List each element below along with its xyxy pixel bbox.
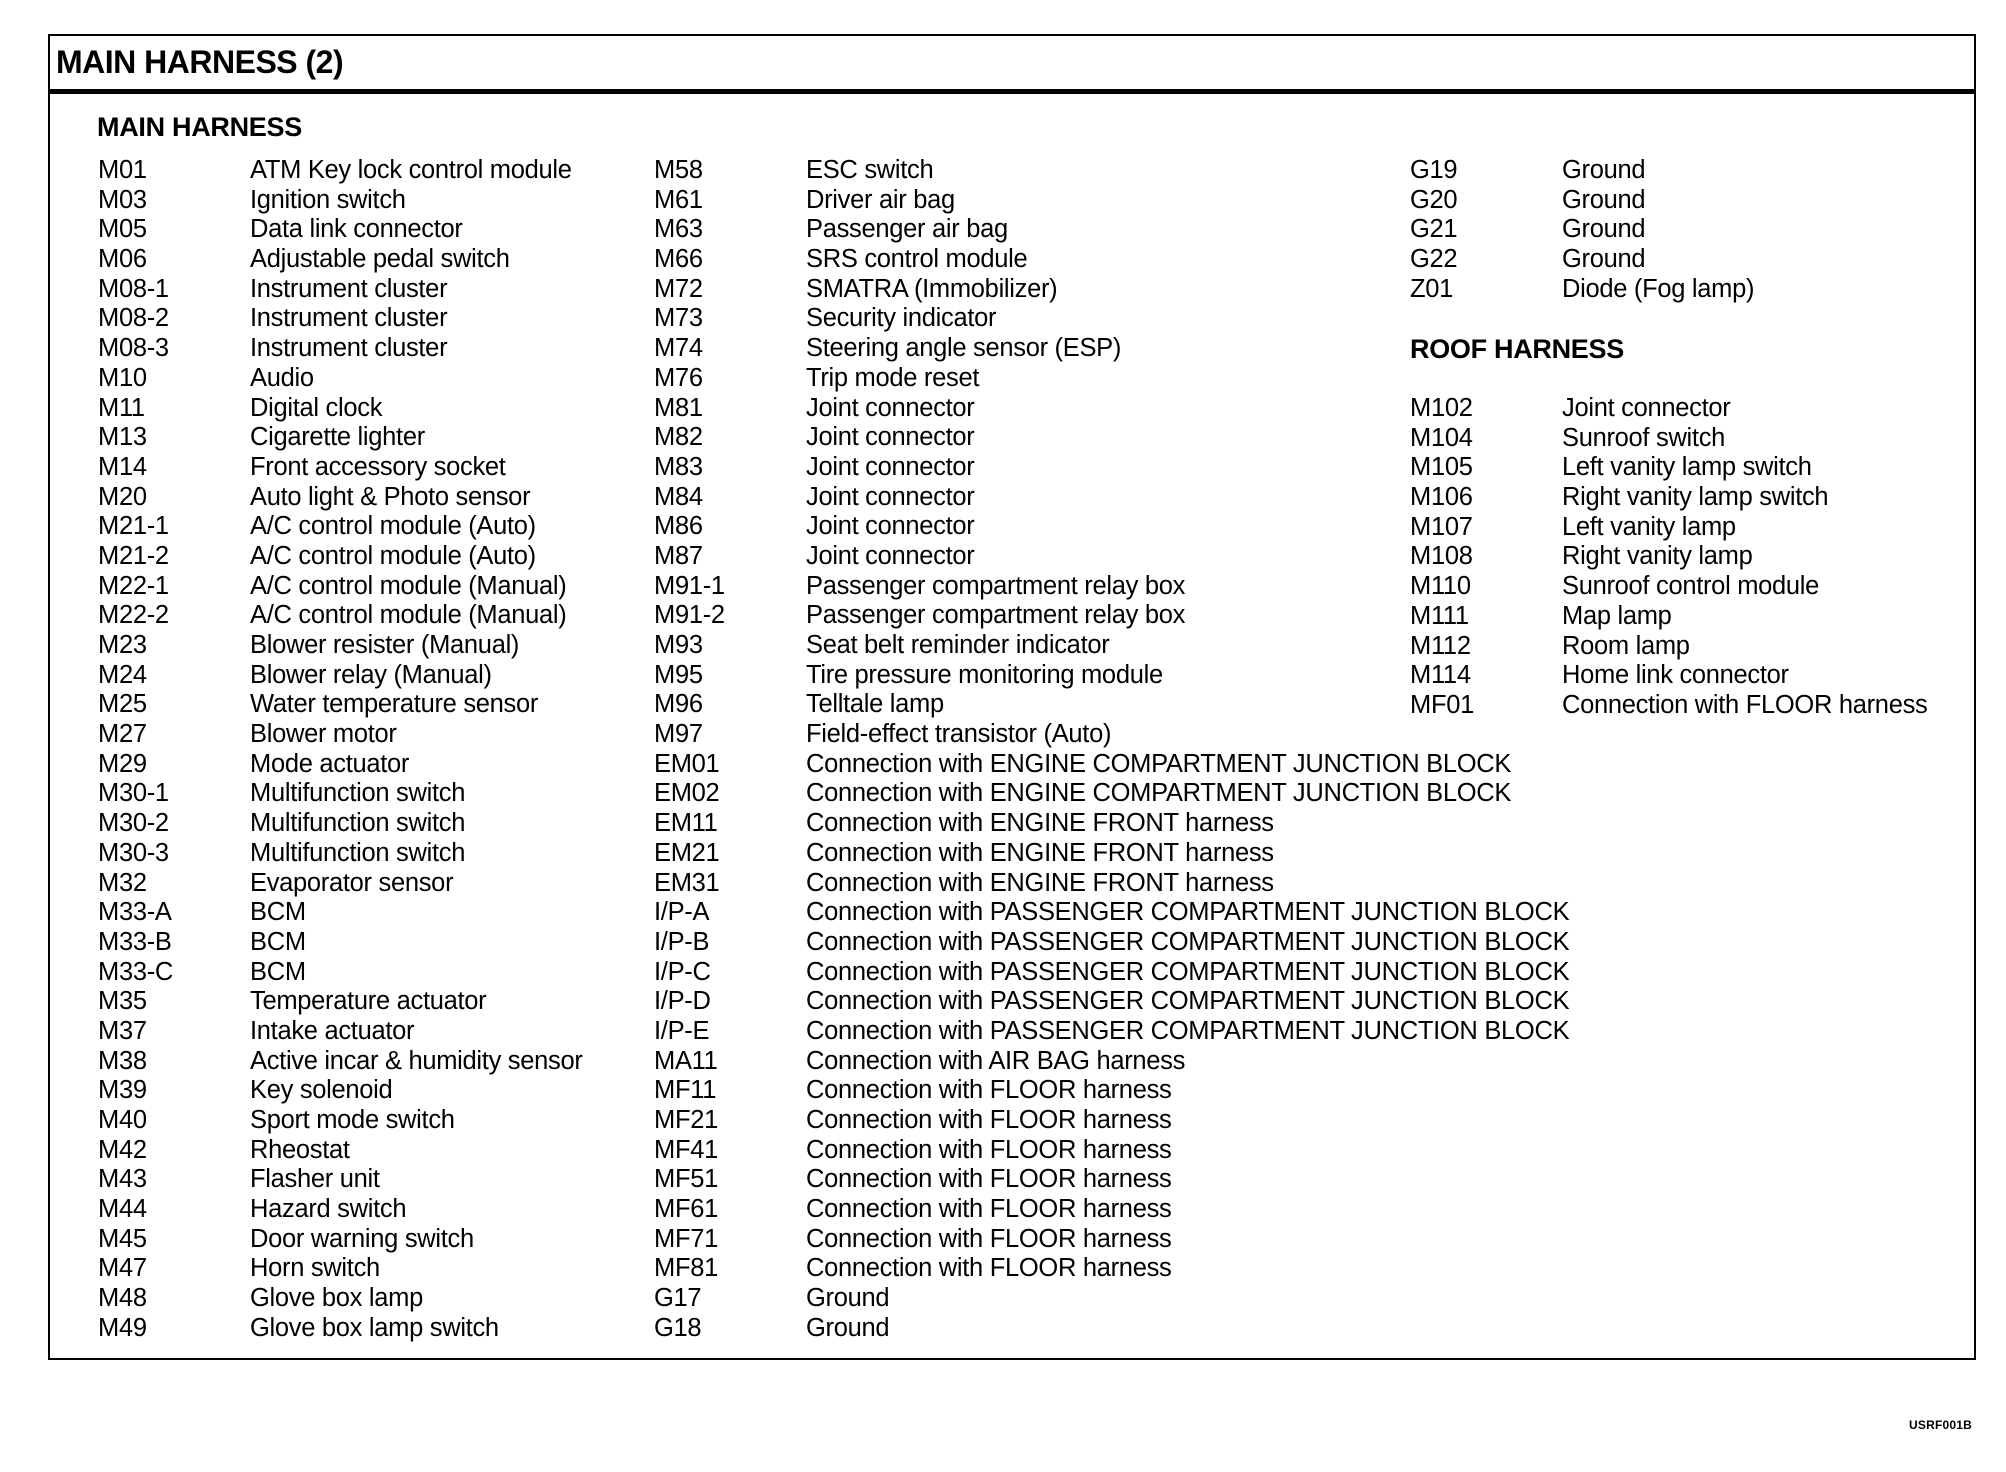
connector-code: M48 (98, 1284, 147, 1313)
connector-code: MA11 (654, 1046, 718, 1075)
connector-description: Multifunction switch (250, 809, 466, 838)
connector-code: MF61 (654, 1195, 718, 1224)
connector-description: Connection with FLOOR harness (806, 1254, 1172, 1283)
connector-description: Sport mode switch (250, 1106, 455, 1134)
connector-code: M97 (654, 720, 703, 749)
connector-code: M25 (98, 690, 147, 719)
connector-description: Map lamp (1562, 601, 1672, 630)
connector-code: Z01 (1410, 274, 1454, 303)
connector-description: Ground (806, 1313, 890, 1342)
connector-code: M58 (654, 156, 703, 184)
connector-code: MF71 (654, 1224, 718, 1253)
connector-description: Instrument cluster (250, 274, 448, 303)
connector-code: M44 (98, 1195, 147, 1224)
connector-description: Tire pressure monitoring module (806, 660, 1163, 689)
connector-description: Key solenoid (250, 1076, 393, 1105)
title-bar (50, 36, 1974, 94)
connector-description: Connection with ENGINE FRONT harness (806, 809, 1274, 838)
connector-code: M104 (1410, 423, 1473, 452)
connector-description: Glove box lamp switch (250, 1313, 499, 1342)
connector-code: I/P-B (654, 927, 710, 956)
connector-description: Passenger compartment relay box (806, 571, 1186, 600)
connector-code: M37 (98, 1016, 147, 1045)
connector-code: M30-3 (98, 838, 169, 867)
page-title: MAIN HARNESS (2) (56, 44, 344, 80)
connector-description: Connection with FLOOR harness (806, 1106, 1172, 1134)
connector-code: M20 (98, 482, 147, 511)
connector-code: MF81 (654, 1254, 718, 1283)
connector-code: M63 (654, 215, 703, 244)
connector-description: Ground (1562, 245, 1646, 274)
connector-code: EM01 (654, 749, 720, 778)
connector-code: M29 (98, 749, 147, 778)
connector-code: M91-2 (654, 601, 725, 630)
connector-description: Joint connector (806, 423, 975, 452)
connector-code: MF01 (1410, 690, 1474, 719)
connector-code: EM02 (654, 779, 720, 808)
connector-code: M91-1 (654, 571, 725, 600)
connector-description: Ground (1562, 185, 1646, 214)
connector-code: G21 (1410, 215, 1458, 244)
connector-description: Rheostat (250, 1135, 350, 1164)
connector-code: M33-C (98, 957, 174, 986)
connector-code: M47 (98, 1254, 147, 1283)
connector-code: M35 (98, 987, 147, 1016)
connector-code: M21-1 (98, 512, 169, 541)
connector-code: M33-A (98, 898, 172, 927)
connector-code: M84 (654, 482, 703, 511)
connector-code: M93 (654, 631, 703, 659)
connector-description: Connection with FLOOR harness (806, 1135, 1172, 1164)
connector-code: M21-2 (98, 541, 169, 570)
connector-code: M96 (654, 690, 703, 719)
connector-code: M49 (98, 1313, 147, 1342)
connector-code: G17 (654, 1284, 702, 1313)
connector-description: Connection with ENGINE FRONT harness (806, 838, 1274, 867)
connector-code: M43 (98, 1165, 147, 1194)
connector-description: Audio (250, 363, 314, 392)
connector-code: I/P-A (654, 898, 710, 927)
connector-code: I/P-C (654, 957, 711, 986)
connector-code: M82 (654, 423, 703, 452)
connector-code: M22-2 (98, 601, 169, 630)
connector-description: Blower motor (250, 720, 397, 749)
connector-code: EM11 (654, 809, 718, 838)
connector-code: MF41 (654, 1135, 718, 1164)
connector-description: Sunroof switch (1562, 423, 1726, 452)
connector-code: M45 (98, 1224, 147, 1253)
connector-code: M112 (1410, 631, 1471, 660)
connector-description: ATM Key lock control module (250, 156, 572, 184)
connector-code: M06 (98, 245, 147, 274)
connector-code: M110 (1410, 572, 1471, 601)
connector-code: EM31 (654, 868, 720, 897)
connector-description: Hazard switch (250, 1195, 407, 1224)
connector-description: Diode (Fog lamp) (1562, 274, 1755, 303)
connector-description: Auto light & Photo sensor (250, 482, 531, 511)
connector-description: Door warning switch (250, 1224, 474, 1253)
connector-code: M38 (98, 1046, 147, 1075)
connector-code: M102 (1410, 394, 1473, 422)
connector-description: Driver air bag (806, 185, 955, 214)
connector-description: BCM (250, 898, 306, 927)
connector-description: A/C control module (Auto) (250, 541, 536, 570)
connector-code: M76 (654, 363, 703, 392)
connector-description: Ground (1562, 215, 1646, 244)
connector-description: Joint connector (1562, 394, 1731, 422)
connector-description: Home link connector (1562, 661, 1789, 690)
connector-description: Blower relay (Manual) (250, 660, 492, 689)
connector-description: Joint connector (806, 452, 975, 481)
connector-description: Passenger air bag (806, 215, 1008, 244)
connector-description: Left vanity lamp (1562, 512, 1736, 541)
connector-code: M87 (654, 541, 703, 570)
connector-description: Connection with PASSENGER COMPARTMENT JUNCTION BLOCK (806, 957, 1570, 986)
connector-code: I/P-E (654, 1016, 710, 1045)
connector-code: M73 (654, 304, 703, 333)
connector-code: M40 (98, 1106, 147, 1134)
connector-code: M39 (98, 1076, 147, 1105)
connector-description: Seat belt reminder indicator (806, 631, 1110, 659)
connector-description: A/C control module (Auto) (250, 512, 536, 541)
main-harness-heading: MAIN HARNESS (97, 112, 302, 142)
connector-code: M11 (98, 393, 145, 422)
connector-description: Steering angle sensor (ESP) (806, 334, 1122, 363)
connector-description: Horn switch (250, 1254, 380, 1283)
connector-description: Connection with FLOOR harness (806, 1076, 1172, 1105)
connector-description: Adjustable pedal switch (250, 245, 510, 274)
connector-description: Right vanity lamp (1562, 542, 1753, 571)
connector-description: Left vanity lamp switch (1562, 453, 1812, 482)
connector-description: Connection with PASSENGER COMPARTMENT JUNCTION BLOCK (806, 927, 1570, 956)
connector-code: M27 (98, 720, 147, 749)
connector-code: M08-2 (98, 304, 169, 333)
connector-description: SRS control module (806, 245, 1028, 274)
connector-description: Ground (1562, 156, 1646, 184)
connector-description: Connection with FLOOR harness (1562, 690, 1928, 719)
connector-code: M05 (98, 215, 147, 244)
connector-description: Flasher unit (250, 1165, 380, 1194)
connector-description: Evaporator sensor (250, 868, 454, 897)
connector-description: Joint connector (806, 393, 975, 422)
connector-code: G22 (1410, 245, 1458, 274)
connector-description: Connection with AIR BAG harness (806, 1046, 1186, 1075)
connector-code: M81 (654, 393, 703, 422)
connector-code: G19 (1410, 156, 1458, 184)
connector-description: Security indicator (806, 304, 997, 333)
connector-code: G20 (1410, 185, 1458, 214)
connector-description: Connection with FLOOR harness (806, 1165, 1172, 1194)
connector-code: M72 (654, 274, 703, 303)
connector-description: Ignition switch (250, 185, 406, 214)
connector-code: M83 (654, 452, 703, 481)
connector-code: M14 (98, 452, 147, 481)
connector-description: Trip mode reset (806, 363, 980, 392)
connector-code: M10 (98, 363, 147, 392)
connector-description: A/C control module (Manual) (250, 571, 567, 600)
connector-description: Joint connector (806, 482, 975, 511)
connector-code: M24 (98, 660, 147, 689)
connector-description: Water temperature sensor (250, 690, 539, 719)
figure-id: USRF001B (1909, 1418, 1972, 1432)
connector-code: G18 (654, 1313, 702, 1342)
connector-description: Field-effect transistor (Auto) (806, 720, 1112, 749)
connector-description: Right vanity lamp switch (1562, 483, 1829, 512)
connector-code: M61 (654, 185, 703, 214)
connector-description: Telltale lamp (806, 690, 944, 719)
roof-harness-heading: ROOF HARNESS (1410, 334, 1624, 364)
connector-description: Connection with PASSENGER COMPARTMENT JUNCTION BLOCK (806, 898, 1570, 927)
connector-description: Multifunction switch (250, 838, 466, 867)
connector-description: Joint connector (806, 541, 975, 570)
connector-code: M114 (1410, 661, 1471, 690)
connector-code: M03 (98, 185, 147, 214)
connector-description: Joint connector (806, 512, 975, 541)
connector-code: MF11 (654, 1076, 717, 1105)
connector-description: Cigarette lighter (250, 423, 425, 452)
connector-code: M66 (654, 245, 703, 274)
connector-code: M08-1 (98, 274, 169, 303)
connector-description: Front accessory socket (250, 452, 506, 481)
connector-description: Connection with PASSENGER COMPARTMENT JUNCTION BLOCK (806, 1016, 1570, 1045)
connector-code: M95 (654, 660, 703, 689)
connector-code: M08-3 (98, 334, 169, 363)
connector-description: Connection with ENGINE FRONT harness (806, 868, 1274, 897)
connector-description: Instrument cluster (250, 304, 448, 333)
connector-code: M86 (654, 512, 703, 541)
connector-description: BCM (250, 927, 306, 956)
connector-description: Room lamp (1562, 631, 1690, 660)
connector-description: Connection with ENGINE COMPARTMENT JUNCTION BLOCK (806, 749, 1512, 778)
connector-code: MF51 (654, 1165, 718, 1194)
connector-description: Multifunction switch (250, 779, 466, 808)
connector-code: I/P-D (654, 987, 711, 1016)
connector-description: SMATRA (Immobilizer) (806, 274, 1058, 303)
connector-description: Mode actuator (250, 749, 410, 778)
connector-description: Instrument cluster (250, 334, 448, 363)
connector-code: M23 (98, 631, 147, 659)
connector-code: M106 (1410, 483, 1473, 512)
connector-code: M33-B (98, 927, 172, 956)
connector-code: M30-2 (98, 809, 169, 838)
connector-code: M42 (98, 1135, 147, 1164)
connector-code: M22-1 (98, 571, 169, 600)
connector-description: Active incar & humidity sensor (250, 1046, 583, 1075)
connector-code: MF21 (654, 1106, 718, 1134)
connector-code: M105 (1410, 453, 1473, 482)
connector-description: Connection with FLOOR harness (806, 1195, 1172, 1224)
connector-description: Sunroof control module (1562, 572, 1820, 601)
connector-description: BCM (250, 957, 306, 986)
connector-description: Glove box lamp (250, 1284, 423, 1313)
connector-description: Passenger compartment relay box (806, 601, 1186, 630)
connector-code: M111 (1410, 601, 1469, 630)
connector-description: Intake actuator (250, 1016, 415, 1045)
connector-description: Ground (806, 1284, 890, 1313)
connector-description: Temperature actuator (250, 987, 487, 1016)
connector-code: EM21 (654, 838, 720, 867)
connector-description: Connection with FLOOR harness (806, 1224, 1172, 1253)
connector-code: M32 (98, 868, 147, 897)
connector-description: Connection with PASSENGER COMPARTMENT JUNCTION BLOCK (806, 987, 1570, 1016)
connector-description: ESC switch (806, 156, 934, 184)
connector-code: M74 (654, 334, 703, 363)
connector-code: M13 (98, 423, 147, 452)
connector-description: Connection with ENGINE COMPARTMENT JUNCTION BLOCK (806, 779, 1512, 808)
connector-description: A/C control module (Manual) (250, 601, 567, 630)
connector-description: Digital clock (250, 393, 383, 422)
connector-code: M01 (98, 156, 147, 184)
connector-code: M30-1 (98, 779, 169, 808)
connector-description: Data link connector (250, 215, 463, 244)
connector-code: M108 (1410, 542, 1473, 571)
connector-code: M107 (1410, 512, 1473, 541)
connector-description: Blower resister (Manual) (250, 631, 520, 659)
